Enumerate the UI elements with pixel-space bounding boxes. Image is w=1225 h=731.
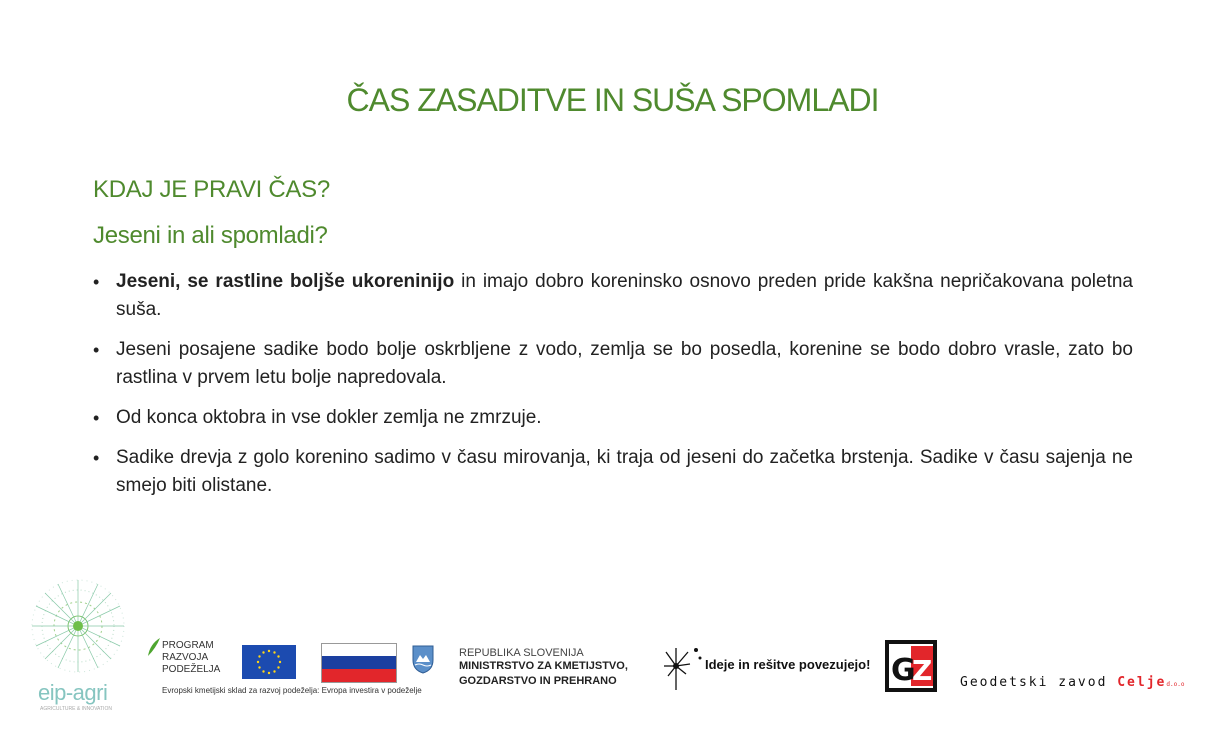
eip-logo-subtitle: AGRICULTURE & INNOVATION xyxy=(40,706,112,712)
bullet-item xyxy=(93,444,1133,500)
bullet-bold-text: Jeseni, se rastline boljše ukoreninijo xyxy=(116,271,455,292)
geodetski-zavod-city: Celje xyxy=(1117,675,1167,690)
geodetski-zavod-name: Geodetski zavod xyxy=(960,675,1118,690)
program-razvoja-text: PROGRAM RAZVOJA PODEŽELJA xyxy=(162,640,221,675)
ideje-slogan: Ideje in rešitve povezujejo! xyxy=(705,657,871,672)
slovenia-flag-icon xyxy=(321,643,397,683)
bullet-icon: • xyxy=(93,272,100,292)
bullet-text: in imajo dobro koreninsko osnovo preden pride kakšna nepričakovana poletna suša. xyxy=(116,271,1133,320)
section-heading: KDAJ JE PRAVI ČAS? xyxy=(93,176,330,203)
geodetski-zavod-logo-text xyxy=(960,675,1184,690)
section-subheading: Jeseni in ali spomladi? xyxy=(93,222,328,249)
leaf-icon xyxy=(146,636,162,658)
bullet-item xyxy=(93,336,1133,392)
eip-agri-logo xyxy=(28,576,128,711)
bullet-list xyxy=(93,268,1133,512)
eu-flag-icon xyxy=(242,645,296,679)
ministry-name-line2: GOZDARSTVO IN PREHRANO xyxy=(459,675,617,687)
ideje-logo xyxy=(662,644,882,688)
gz-logo-icon xyxy=(885,640,937,692)
bullet-icon: • xyxy=(93,448,100,468)
program-razvoja-logo xyxy=(146,636,246,676)
bullet-text: Jeseni posajene sadike bodo bolje oskrbljene z vodo, zemlja se bo posedla, korenine se bodo dobro vrasle, zato bo rastlina v prvem letu bolje napredovala. xyxy=(116,339,1133,388)
ministry-logo xyxy=(459,647,659,689)
slide-title: ČAS ZASADITVE IN SUŠA SPOMLADI xyxy=(346,82,879,118)
svg-text:Z: Z xyxy=(912,654,933,687)
slovenia-crest-icon xyxy=(411,644,435,674)
sunburst-icon xyxy=(28,576,128,676)
geodetski-zavod-suffix: d.o.o xyxy=(1166,681,1185,688)
svg-text:G: G xyxy=(891,653,916,688)
bullet-item xyxy=(93,268,1133,324)
ministry-name-line1: MINISTRSTVO ZA KMETIJSTVO, xyxy=(459,660,628,672)
eu-fund-caption: Evropski kmetijski sklad za razvoj podeželja: Evropa investira v podeželje xyxy=(162,686,422,695)
dandelion-icon xyxy=(662,644,704,690)
bullet-item xyxy=(93,404,1133,432)
bullet-text: Sadike drevja z golo korenino sadimo v času mirovanja, ki traja od jeseni do začetka brstenja. Sadike v času sajenja ne smejo biti olistane. xyxy=(116,447,1133,496)
bullet-icon: • xyxy=(93,340,100,360)
bullet-icon: • xyxy=(93,408,100,428)
bullet-text: Od konca oktobra in vse dokler zemlja ne zmrzuje. xyxy=(116,407,542,428)
republika-slovenija-text: REPUBLIKA SLOVENIJA xyxy=(459,647,584,659)
eip-logo-text: eip-agri xyxy=(38,680,108,705)
footer-logos xyxy=(0,570,1225,720)
